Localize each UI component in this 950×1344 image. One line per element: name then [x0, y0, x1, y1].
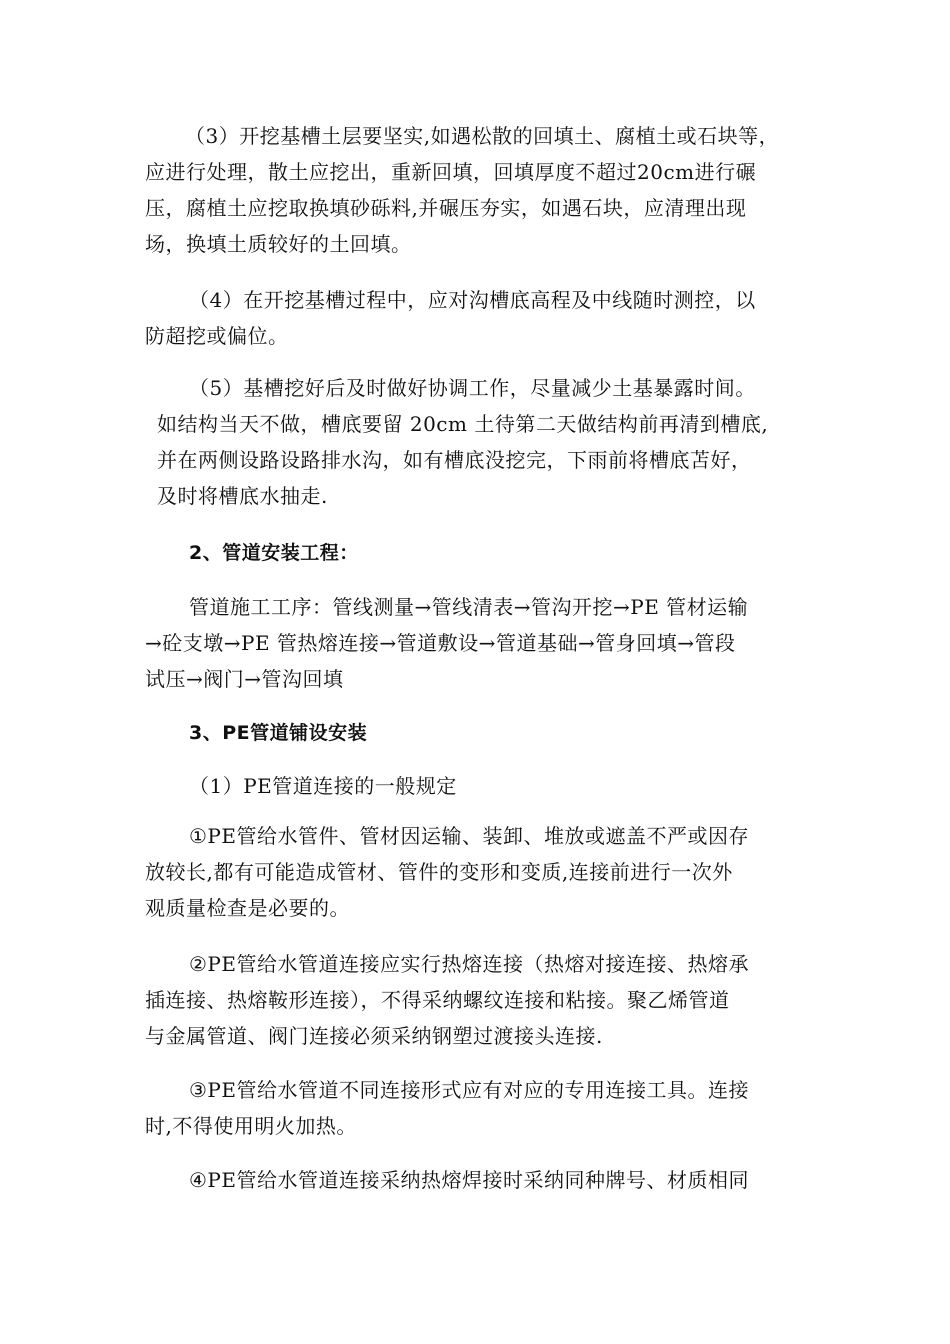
- section-heading-3: [145, 715, 815, 751]
- text-line: 观质量检查是必要的。: [145, 896, 350, 920]
- text-line: 与金属管道、阀门连接必须采纳钢塑过渡接头连接.: [145, 1024, 603, 1048]
- text-line: 时,不得使用明火加热。: [145, 1114, 357, 1138]
- paragraph-circled-3: [145, 1072, 815, 1144]
- subsection-1: [145, 768, 815, 804]
- text-line: 并在两侧设路设路排水沟，如有槽底没挖完，下雨前将槽底苫好，: [157, 448, 752, 472]
- heading-text: 3、PE管道铺设安装: [189, 722, 368, 744]
- text-line: 如结构当天不做，槽底要留 20cm 土待第二天做结构前再清到槽底,: [157, 412, 769, 436]
- text-line: 插连接、热熔鞍形连接），不得采纳螺纹连接和粘接。聚乙烯管道: [145, 988, 730, 1012]
- text-line: ④PE管给水管道连接采纳热熔焊接时采纳同种牌号、材质相同: [189, 1168, 749, 1192]
- text-line: 压，腐植土应挖取换填砂砾料,并碾压夯实，如遇石块，应清理出现: [145, 196, 747, 220]
- text-line: （3）开挖基槽土层要坚实,如遇松散的回填土、腐植土或石块等，: [185, 124, 780, 148]
- paragraph-circled-2: [145, 946, 815, 1054]
- paragraph-item-4: [145, 282, 815, 354]
- text-line: 放较长,都有可能造成管材、管件的变形和变质,连接前进行一次外: [145, 860, 733, 884]
- text-line: （5）基槽挖好后及时做好协调工作，尽量减少土基暴露时间。: [189, 376, 756, 400]
- text-line: 场，换填土质较好的土回填。: [145, 232, 412, 256]
- text-line: 及时将槽底水抽走.: [157, 484, 328, 508]
- text-line: ③PE管给水管道不同连接形式应有对应的专用连接工具。连接: [189, 1078, 749, 1102]
- heading-text: 2、管道安装工程：: [189, 542, 359, 564]
- paragraph-process: [145, 589, 815, 697]
- text-line: 应进行处理，散土应挖出，重新回填，回填厚度不超过20cm进行碾: [145, 160, 757, 184]
- paragraph-item-5: [145, 370, 815, 514]
- text-line: 管道施工工序：管线测量→管线清表→管沟开挖→PE 管材运输: [189, 595, 749, 619]
- paragraph-circled-4: [145, 1162, 815, 1198]
- paragraph-circled-1: [145, 818, 815, 926]
- section-heading-2: [145, 535, 815, 571]
- text-line: ②PE管给水管道连接应实行热熔连接（热熔对接连接、热熔承: [189, 952, 749, 976]
- text-line: （4）在开挖基槽过程中，应对沟槽底高程及中线随时测控，以: [189, 288, 756, 312]
- text-line: ①PE管给水管件、管材因运输、装卸、堆放或遮盖不严或因存: [189, 824, 749, 848]
- text-line: →砼支墩→PE 管热熔连接→管道敷设→管道基础→管身回填→管段: [145, 631, 736, 655]
- text-line: （1）PE管道连接的一般规定: [189, 774, 457, 798]
- text-line: 防超挖或偏位。: [145, 324, 289, 348]
- text-line: 试压→阀门→管沟回填: [145, 667, 344, 691]
- paragraph-item-3: [145, 118, 815, 262]
